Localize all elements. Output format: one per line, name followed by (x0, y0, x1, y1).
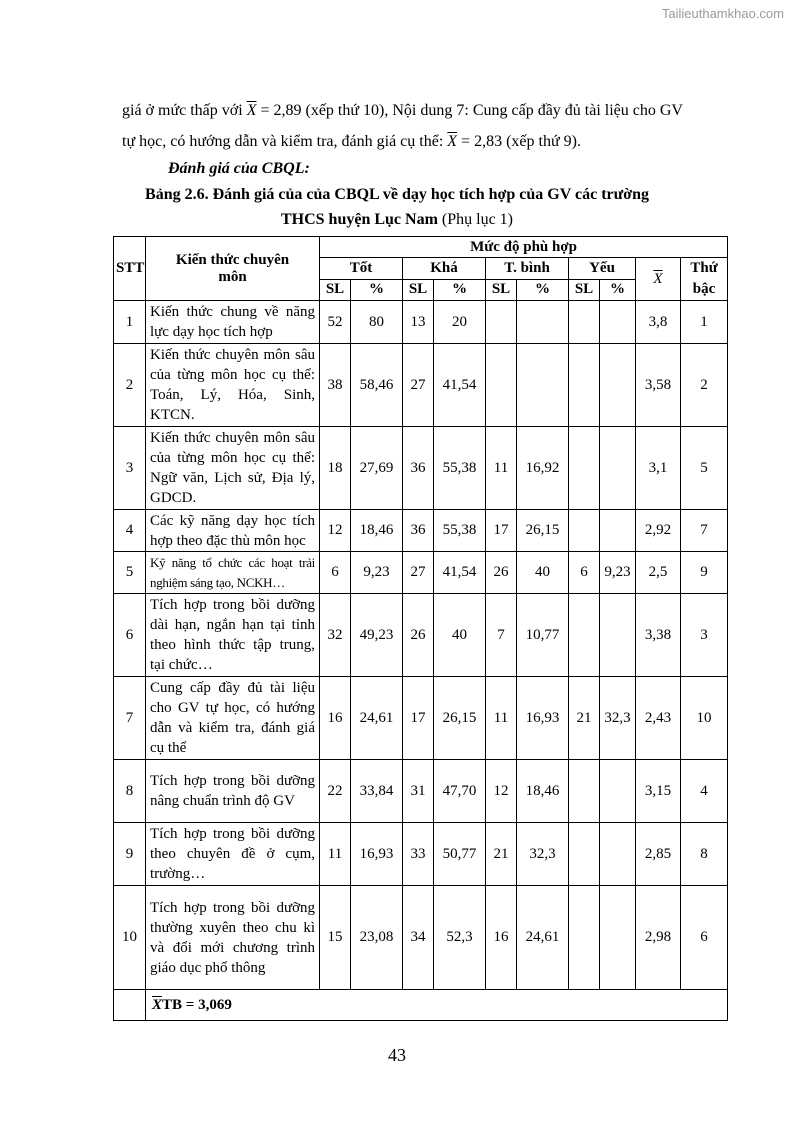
table-row (114, 594, 728, 677)
x-bar-symbol: $\overline{X}$ (246, 102, 257, 119)
cell-average-sl: 16 (486, 886, 517, 990)
cell-weak-sl (569, 760, 600, 823)
cell-weak-sl (569, 427, 600, 510)
header-weak: Yếu (569, 258, 636, 280)
table-row (114, 552, 728, 594)
cell-weak-pct (600, 594, 636, 677)
page-number: 43 (388, 1045, 406, 1065)
intro-text-2a: tự học, có hướng dẫn và kiểm tra, đánh giá cụ thể: (122, 133, 448, 150)
cell-mean: 3,15 (636, 760, 681, 823)
cell-good-sl: 6 (320, 552, 351, 594)
cell-weak-sl (569, 510, 600, 552)
cell-weak-pct (600, 510, 636, 552)
cell-weak-pct: 32,3 (600, 677, 636, 760)
cell-good-pct: 49,23 (351, 594, 403, 677)
cell-rank: 2 (681, 344, 728, 427)
header-good-pct: % (351, 279, 403, 301)
cell-rank: 8 (681, 823, 728, 886)
cell-average-pct: 16,92 (517, 427, 569, 510)
cell-stt: 6 (114, 594, 146, 677)
header-knowledge: Kiến thức chuyên môn (146, 237, 320, 301)
cell-total-mean (146, 990, 728, 1021)
cell-average-sl: 17 (486, 510, 517, 552)
cell-good-sl: 11 (320, 823, 351, 886)
cell-good-sl: 38 (320, 344, 351, 427)
cell-weak-pct (600, 427, 636, 510)
cell-weak-pct: 9,23 (600, 552, 636, 594)
cell-rank: 7 (681, 510, 728, 552)
cell-weak-pct (600, 823, 636, 886)
cell-content: Kiến thức chuyên môn sâu của từng môn học cụ thể: Toán, Lý, Hóa, Sinh, KTCN. (146, 344, 320, 427)
cell-fair-pct: 26,15 (434, 677, 486, 760)
cell-mean: 3,58 (636, 344, 681, 427)
cell-mean: 2,92 (636, 510, 681, 552)
cell-weak-sl (569, 301, 600, 344)
cell-good-sl: 32 (320, 594, 351, 677)
cell-good-pct: 58,46 (351, 344, 403, 427)
table-row (114, 344, 728, 427)
cell-mean: 3,1 (636, 427, 681, 510)
cell-average-pct (517, 344, 569, 427)
cell-mean: 2,5 (636, 552, 681, 594)
cell-fair-pct: 41,54 (434, 344, 486, 427)
cell-weak-pct (600, 886, 636, 990)
cell-weak-sl (569, 823, 600, 886)
cell-good-sl: 12 (320, 510, 351, 552)
cell-fair-sl: 26 (403, 594, 434, 677)
cell-average-sl (486, 301, 517, 344)
header-good: Tốt (320, 258, 403, 280)
cell-rank: 1 (681, 301, 728, 344)
cell-good-sl: 16 (320, 677, 351, 760)
header-level: Mức độ phù hợp (320, 237, 728, 258)
cell-mean: 3,8 (636, 301, 681, 344)
cell-weak-sl (569, 344, 600, 427)
table-row (114, 677, 728, 760)
cell-stt: 3 (114, 427, 146, 510)
cell-content: Cung cấp đầy đủ tài liệu cho GV tự học, có hướng dẫn và kiểm tra, đánh giá cụ thể (146, 677, 320, 760)
caption-location: THCS huyện Lục Nam (280, 211, 438, 228)
cell-rank: 5 (681, 427, 728, 510)
cell-average-sl: 21 (486, 823, 517, 886)
header-average-sl: SL (486, 279, 517, 301)
cell-total-empty (114, 990, 146, 1021)
cell-fair-pct: 52,3 (434, 886, 486, 990)
total-mean-value: TB = 3,069 (162, 996, 232, 1013)
header-mean (636, 258, 681, 301)
cell-mean: 2,85 (636, 823, 681, 886)
evaluation-table (113, 236, 728, 1021)
cell-fair-pct: 55,38 (434, 427, 486, 510)
cell-good-sl: 18 (320, 427, 351, 510)
cell-fair-pct: 20 (434, 301, 486, 344)
cell-weak-pct (600, 760, 636, 823)
cell-content: Kỹ năng tổ chức các hoạt trải nghiệm sáng tạo, NCKH… (146, 552, 320, 594)
header-fair-sl: SL (403, 279, 434, 301)
cell-fair-sl: 27 (403, 344, 434, 427)
cell-average-sl: 7 (486, 594, 517, 677)
header-weak-sl: SL (569, 279, 600, 301)
cell-content: Tích hợp trong bồi dưỡng thường xuyên theo chu kì và đổi mới chương trình giáo dục phổ thông (146, 886, 320, 990)
cell-average-sl: 26 (486, 552, 517, 594)
cell-average-sl: 11 (486, 677, 517, 760)
cell-good-sl: 22 (320, 760, 351, 823)
cell-good-pct: 27,69 (351, 427, 403, 510)
cell-content: Các kỹ năng dạy học tích hợp theo đặc thù môn học (146, 510, 320, 552)
x-bar-symbol: $\overline{X}$ (447, 133, 458, 150)
cell-rank: 6 (681, 886, 728, 990)
header-rank: Thứ bậc (681, 258, 728, 301)
header-fair: Khá (403, 258, 486, 280)
cell-fair-pct: 55,38 (434, 510, 486, 552)
cell-weak-sl (569, 594, 600, 677)
cell-good-sl: 52 (320, 301, 351, 344)
cell-mean: 3,38 (636, 594, 681, 677)
cell-fair-sl: 13 (403, 301, 434, 344)
header-stt: STT (114, 237, 146, 301)
cell-fair-sl: 36 (403, 427, 434, 510)
cell-stt: 8 (114, 760, 146, 823)
cell-fair-sl: 27 (403, 552, 434, 594)
cell-rank: 9 (681, 552, 728, 594)
intro-paragraph-line-2 (122, 132, 732, 152)
cell-average-pct: 16,93 (517, 677, 569, 760)
cell-weak-sl: 6 (569, 552, 600, 594)
intro-text-1b: = 2,89 (xếp thứ 10), Nội dung 7: Cung cấp đầy đủ tài liệu cho GV (256, 102, 683, 119)
cell-stt: 7 (114, 677, 146, 760)
cell-weak-sl (569, 886, 600, 990)
cell-average-pct: 18,46 (517, 760, 569, 823)
cell-good-pct: 33,84 (351, 760, 403, 823)
intro-paragraph-line-1 (122, 101, 732, 121)
table-row (114, 510, 728, 552)
table-row (114, 760, 728, 823)
cell-stt: 1 (114, 301, 146, 344)
table-caption-line-1: Bảng 2.6. Đánh giá của của CBQL về dạy học tích hợp của GV các trường (145, 186, 649, 203)
cell-rank: 3 (681, 594, 728, 677)
cell-content: Tích hợp trong bồi dưỡng nâng chuẩn trình độ GV (146, 760, 320, 823)
table-row (114, 427, 728, 510)
cell-content: Tích hợp trong bồi dưỡng theo chuyên đề ở cụm, trường… (146, 823, 320, 886)
cell-mean: 2,98 (636, 886, 681, 990)
cell-rank: 4 (681, 760, 728, 823)
cell-weak-pct (600, 344, 636, 427)
cell-mean: 2,43 (636, 677, 681, 760)
cell-good-pct: 18,46 (351, 510, 403, 552)
cell-good-sl: 15 (320, 886, 351, 990)
cell-good-pct: 80 (351, 301, 403, 344)
table-row (114, 886, 728, 990)
cell-content: Kiến thức chung về năng lực dạy học tích hợp (146, 301, 320, 344)
x-bar-symbol: $\overline{X}$ (152, 996, 163, 1013)
cell-average-pct: 26,15 (517, 510, 569, 552)
cell-fair-sl: 17 (403, 677, 434, 760)
cell-stt: 10 (114, 886, 146, 990)
cell-fair-pct: 40 (434, 594, 486, 677)
intro-text-2b: = 2,83 (xếp thứ 9). (457, 133, 581, 150)
cell-average-pct: 32,3 (517, 823, 569, 886)
section-subheading: Đánh giá của CBQL: (168, 160, 310, 177)
cell-weak-sl: 21 (569, 677, 600, 760)
header-weak-pct: % (600, 279, 636, 301)
header-fair-pct: % (434, 279, 486, 301)
cell-fair-sl: 36 (403, 510, 434, 552)
cell-fair-sl: 33 (403, 823, 434, 886)
cell-average-pct: 10,77 (517, 594, 569, 677)
cell-stt: 5 (114, 552, 146, 594)
header-average-pct: % (517, 279, 569, 301)
cell-average-pct (517, 301, 569, 344)
cell-content: Kiến thức chuyên môn sâu của từng môn học cụ thể: Ngữ văn, Lịch sử, Địa lý, GDCD. (146, 427, 320, 510)
cell-average-sl: 11 (486, 427, 517, 510)
cell-rank: 10 (681, 677, 728, 760)
cell-fair-sl: 31 (403, 760, 434, 823)
cell-good-pct: 24,61 (351, 677, 403, 760)
cell-average-sl: 12 (486, 760, 517, 823)
cell-good-pct: 9,23 (351, 552, 403, 594)
header-average: T. bình (486, 258, 569, 280)
cell-stt: 4 (114, 510, 146, 552)
cell-average-pct: 24,61 (517, 886, 569, 990)
header-good-sl: SL (320, 279, 351, 301)
cell-good-pct: 16,93 (351, 823, 403, 886)
cell-average-pct: 40 (517, 552, 569, 594)
cell-weak-pct (600, 301, 636, 344)
cell-stt: 9 (114, 823, 146, 886)
cell-good-pct: 23,08 (351, 886, 403, 990)
cell-fair-pct: 41,54 (434, 552, 486, 594)
cell-stt: 2 (114, 344, 146, 427)
cell-fair-pct: 50,77 (434, 823, 486, 886)
cell-fair-pct: 47,70 (434, 760, 486, 823)
cell-content: Tích hợp trong bồi dưỡng dài hạn, ngắn hạn tại tỉnh theo hình thức tập trung, tại chức… (146, 594, 320, 677)
table-caption-line-2 (0, 211, 794, 229)
cell-average-sl (486, 344, 517, 427)
intro-text-1a: giá ở mức thấp với (122, 102, 247, 119)
table-row (114, 823, 728, 886)
x-bar-symbol: $\overline{X}$ (653, 270, 663, 287)
table-row (114, 301, 728, 344)
watermark: Tailieuthamkhao.com (661, 6, 784, 21)
table-total-row (114, 990, 728, 1021)
cell-fair-sl: 34 (403, 886, 434, 990)
caption-appendix-ref: (Phụ lục 1) (437, 211, 514, 228)
